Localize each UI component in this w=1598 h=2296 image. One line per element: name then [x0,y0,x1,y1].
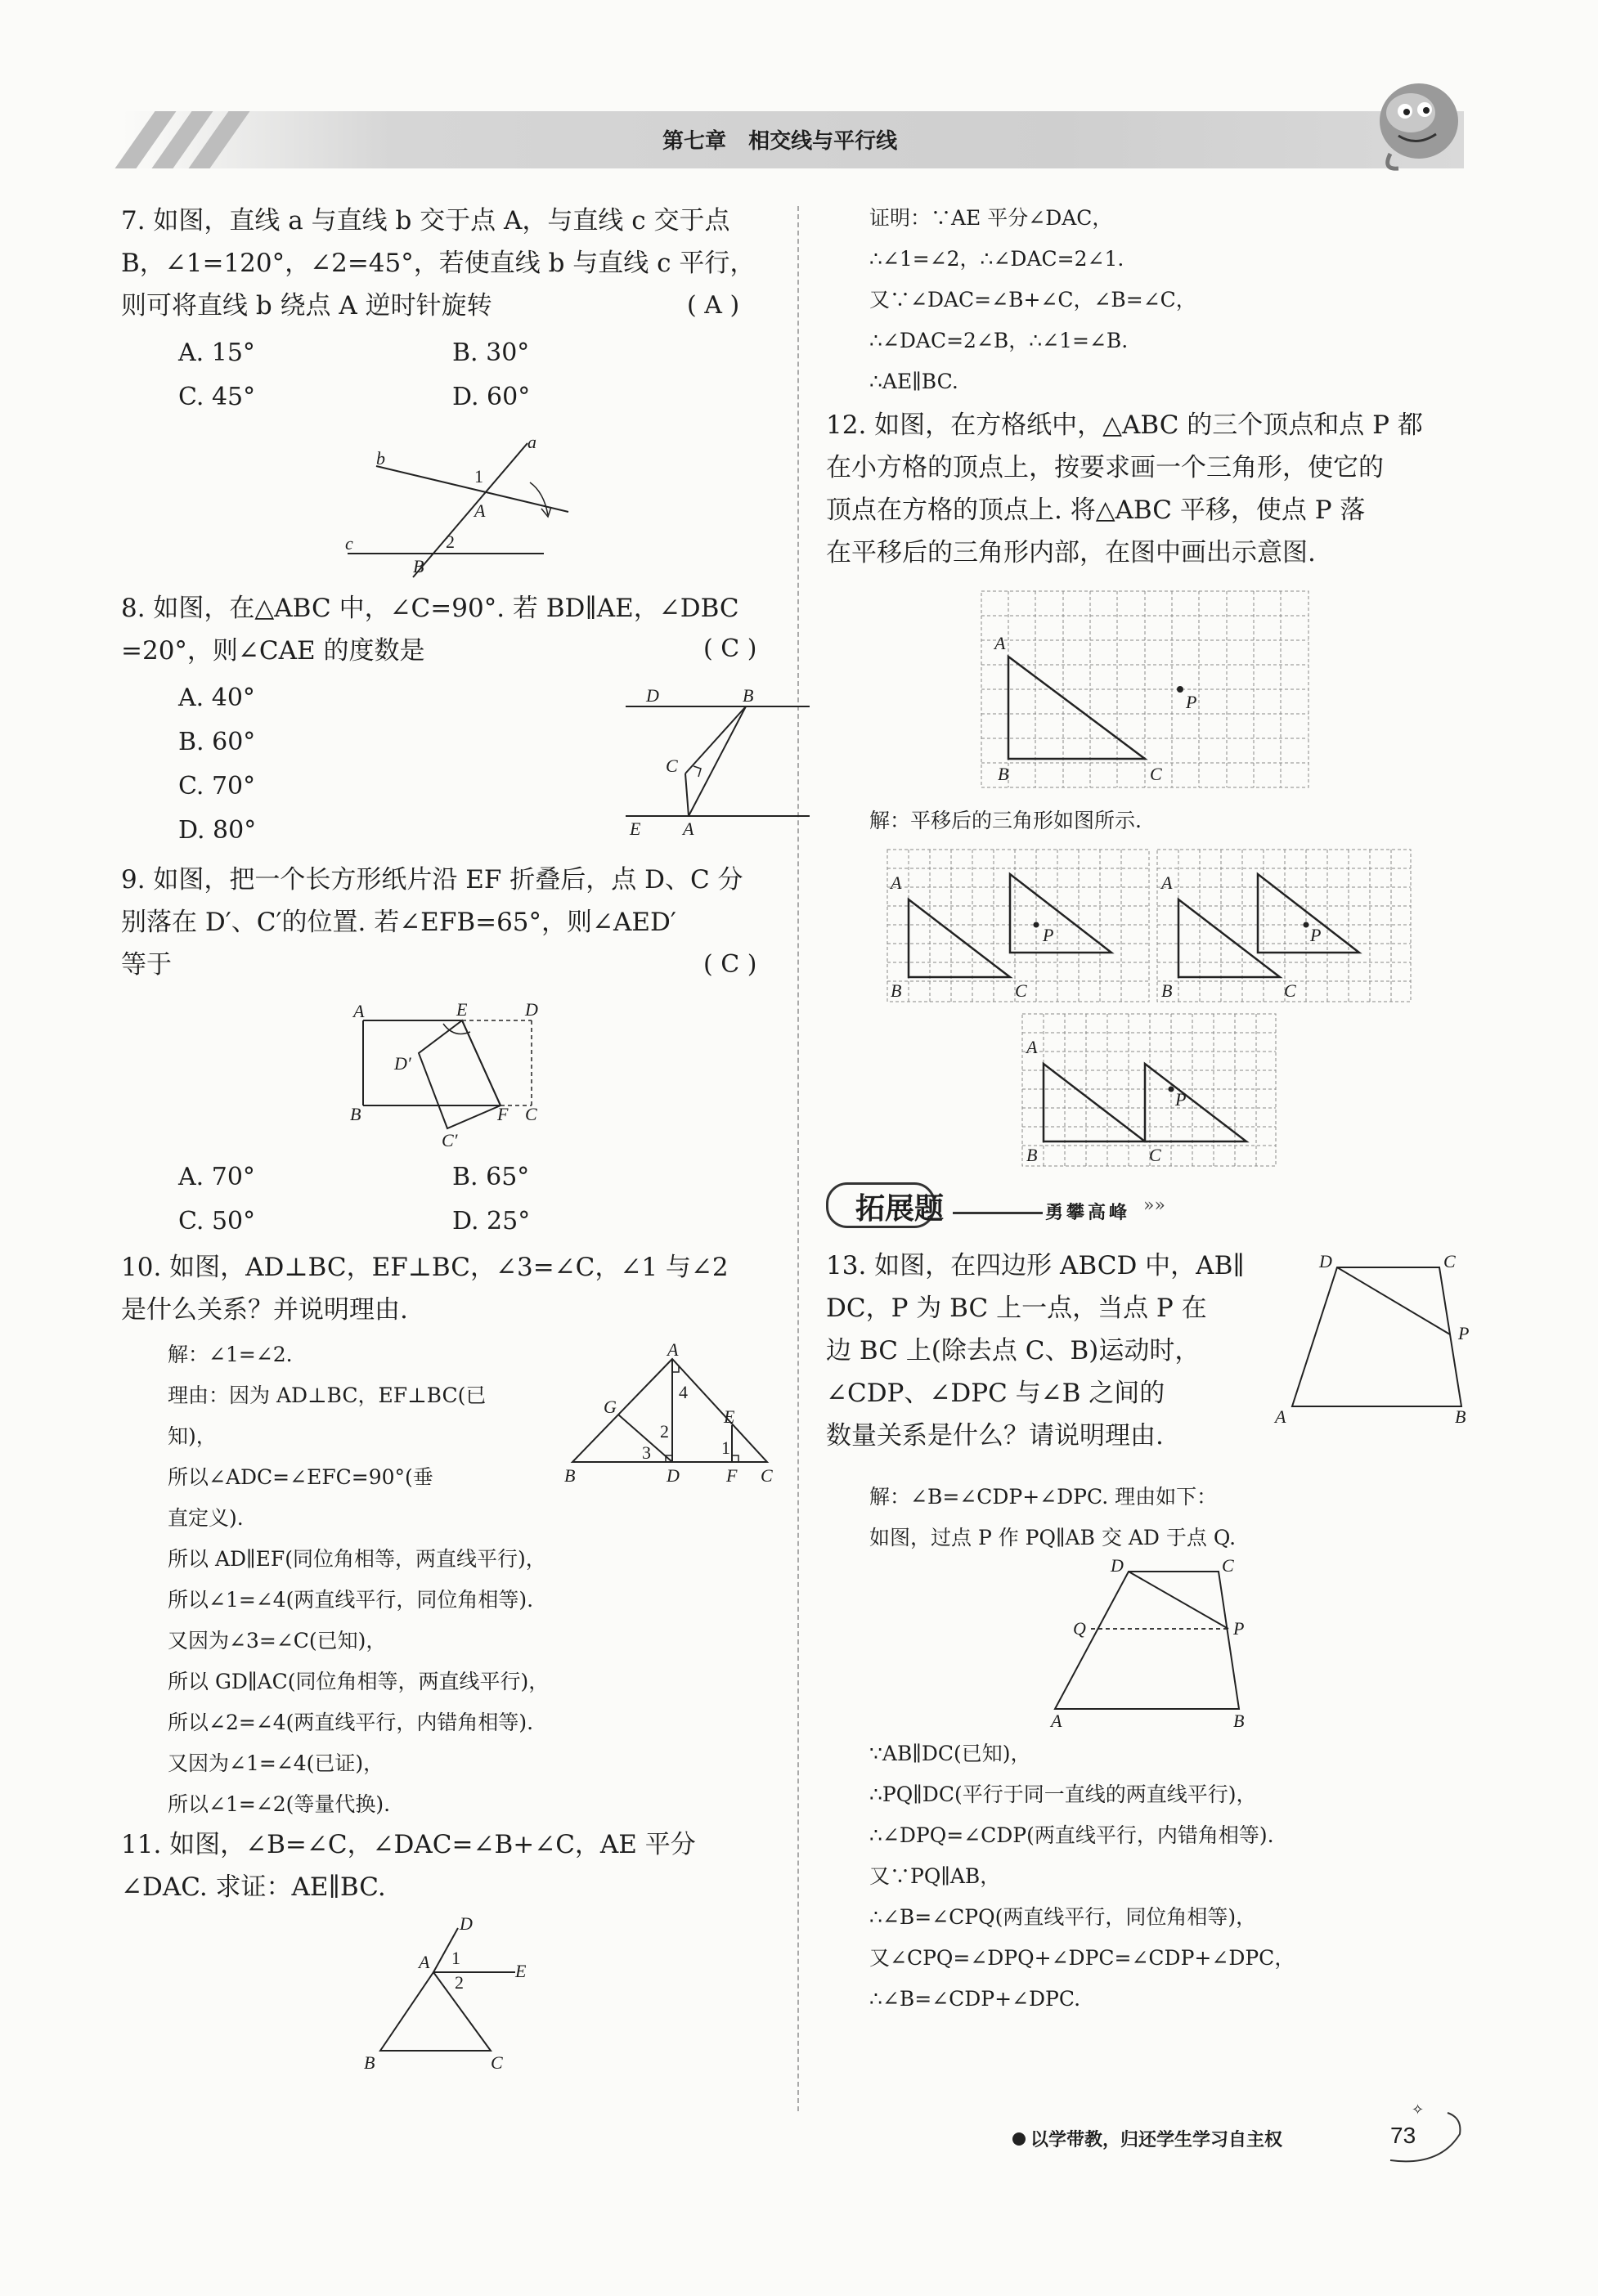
q13-sol-label-Q: Q [1073,1618,1086,1639]
q12-ans3-label-C: C [1149,1145,1161,1165]
q13-line1: 13. 如图，在四边形 ABCD 中，AB∥ [826,1251,1245,1280]
q10-sol-3: 所以∠ADC=∠EFC=90°(垂 [168,1465,433,1489]
q12-ans3-label-P: P [1175,1089,1187,1110]
q13-sol1: 解：∠B=∠CDP+∠DPC. 理由如下： [869,1485,1218,1509]
q13-label-B: B [1455,1406,1466,1427]
q13-proof-3: 又∵PQ∥AB， [869,1864,1001,1888]
svg-text:✧: ✧ [1412,2101,1425,2118]
q7-line3: 则可将直线 b 绕点 A 逆时针旋转 [121,291,492,321]
q7-label-b: b [376,448,385,469]
q13-label-P: P [1458,1323,1470,1343]
q12-label-A: A [994,633,1006,653]
q8-label-A: A [683,818,694,839]
q9-label-A: A [353,1001,365,1021]
q7-angle-2: 2 [446,531,455,552]
q13-sol-label-A: A [1051,1711,1062,1731]
q11-line1: 11. 如图，∠B=∠C，∠DAC=∠B+∠C，AE 平分 [121,1830,696,1859]
q12-ans2-label-A: A [1161,872,1173,893]
q8-option-d: D. 80° [178,816,257,845]
q11-label-D: D [460,1913,473,1934]
q12-ans1-label-B: B [891,980,902,1001]
q10-sol-7: 又因为∠3=∠C(已知)， [168,1629,387,1652]
q12-answer-figure-2 [1153,846,1415,1010]
question-10 [121,1246,775,1331]
q13-sol-label-D: D [1111,1555,1124,1576]
q12-grid-figure [973,587,1333,800]
q10-solution-a [168,1334,585,1539]
question-12 [826,404,1562,574]
q13-proof-5: 又∠CPQ=∠DPQ+∠DPC=∠CDP+∠DPC， [869,1946,1295,1970]
q13-line3: 边 BC 上(除去点 C、B)运动时， [826,1336,1201,1365]
q12-solution: 解：平移后的三角形如图所示. [869,809,1142,832]
q13-figure [1272,1251,1484,1431]
q8-label-B: B [743,685,754,706]
question-9 [121,859,775,986]
q7-label-A: A [474,500,486,521]
q10-sol-2: 知)， [168,1424,217,1448]
q7-option-c: C. 45° [178,383,256,411]
q12-ans2-label-C: C [1284,980,1296,1001]
q7-label-c: c [345,533,353,554]
q13-proof [869,1733,1581,2020]
q13-line2: DC，P 为 BC 上一点，当点 P 在 [826,1294,1207,1323]
q11-proof-1: ∴∠1=∠2，∴∠DAC=2∠1. [869,247,1124,271]
q13-solution-intro [869,1477,1573,1558]
q12-ans3-label-B: B [1026,1145,1038,1165]
q13-proof-2: ∴∠DPQ=∠CDP(两直线平行，内错角相等). [869,1823,1274,1847]
q8-answer: ( C ) [703,635,757,663]
q11-line2: ∠DAC. 求证：AE∥BC. [121,1872,386,1902]
q12-answer-figure-1 [879,846,1157,1010]
q8-line2: =20°，则∠CAE 的度数是 [121,636,425,666]
q8-option-b: B. 60° [178,728,256,756]
q12-line2: 在小方格的顶点上，按要求画一个三角形，使它的 [826,453,1384,482]
q10-label-B: B [564,1465,576,1486]
q7-line2: B，∠1=120°，∠2=45°，若使直线 b 与直线 c 平行， [121,249,756,278]
q12-ans2-label-B: B [1161,980,1173,1001]
q9-label-C: C [525,1104,537,1124]
q10-sol-4: 直定义). [168,1506,244,1530]
q10-sol-0: 解：∠1=∠2. [168,1343,293,1366]
q13-sol-label-B: B [1233,1711,1245,1731]
q9-answer: ( C ) [703,950,757,979]
q8-option-c: C. 70° [178,772,256,800]
q11-angle-2: 2 [455,1972,464,1993]
q9-option-b: B. 65° [452,1163,530,1191]
chevrons-icon: »» [1143,1195,1165,1216]
q11-label-E: E [515,1961,527,1981]
page-number-swoosh [1382,2101,1472,2167]
q7-answer: ( A ) [687,291,740,320]
q12-line3: 顶点在方格的顶点上. 将△ABC 平移，使点 P 落 [826,496,1366,525]
q9-line1: 9. 如图，把一个长方形纸片沿 EF 折叠后，点 D、C 分 [121,865,743,895]
question-7 [121,200,775,327]
footer-motto: 以学带教，归还学生学习自主权 [1030,2129,1283,2150]
q13-proof-4: ∴∠B=∠CPQ(两直线平行，同位角相等)， [869,1905,1257,1929]
q10-sol-8: 所以 GD∥AC(同位角相等，两直线平行)， [168,1670,550,1693]
q10-line1: 10. 如图，AD⊥BC，EF⊥BC，∠3=∠C，∠1 与∠2 [121,1253,729,1282]
q10-angle-2: 2 [660,1421,669,1442]
q9-label-Dprime: D′ [394,1053,411,1074]
q10-label-F: F [726,1465,738,1486]
q10-label-G: G [604,1397,617,1417]
q11-proof-2: 又∵∠DAC=∠B+∠C，∠B=∠C， [869,288,1196,312]
q11-label-A: A [419,1952,430,1972]
q10-sol-9: 所以∠2=∠4(两直线平行，内错角相等). [168,1711,534,1734]
q13-label-D: D [1319,1251,1332,1271]
q11-proof [869,198,1573,402]
q8-label-C: C [666,756,678,776]
chapter-title [662,124,897,155]
q12-line1: 12. 如图，在方格纸中，△ABC 的三个顶点和点 P 都 [826,410,1423,440]
q10-sol-1: 理由：因为 AD⊥BC，EF⊥BC(已 [168,1383,487,1407]
q10-angle-1: 1 [721,1437,730,1458]
q9-option-a: A. 70° [178,1163,255,1191]
page-number: 73 [1390,2123,1416,2148]
q9-label-Cprime: C′ [442,1130,458,1150]
q13-label-C: C [1443,1251,1456,1271]
q9-line2: 别落在 D′、C′的位置. 若∠EFB=65°，则∠AED′ [121,908,676,937]
q10-angle-4: 4 [679,1382,688,1402]
question-13 [826,1244,1284,1457]
q10-figure [564,1341,777,1496]
q9-option-d: D. 25° [452,1207,531,1235]
chapter-name: 相交线与平行线 [748,129,898,154]
q13-line5: 数量关系是什么？请说明理由. [826,1421,1164,1451]
q12-ans2-label-P: P [1310,925,1322,945]
q8-figure [622,684,818,847]
q12-ans1-label-P: P [1043,925,1054,945]
question-11 [121,1823,775,1908]
q7-label-a: a [527,433,536,452]
q10-label-D: D [667,1465,680,1486]
question-8 [121,587,775,672]
q13-proof-0: ∵AB∥DC(已知)， [869,1742,1031,1765]
q8-line1: 8. 如图，在△ABC 中，∠C=90°. 若 BD∥AE，∠DBC [121,594,739,623]
q9-line3: 等于 [121,950,172,980]
q13-line4: ∠CDP、∠DPC 与∠B 之间的 [826,1379,1165,1408]
q13-solution-figure [1039,1554,1268,1733]
q13-proof-6: ∴∠B=∠CDP+∠DPC. [869,1987,1081,2011]
q13-proof-1: ∴PQ∥DC(平行于同一直线的两直线平行)， [869,1783,1257,1806]
section-subtitle: 勇攀高峰 [1045,1202,1131,1223]
q12-ans1-label-C: C [1015,980,1027,1001]
section-expand-header [826,1181,1178,1226]
q9-label-E: E [456,999,468,1020]
q12-ans1-label-A: A [891,872,902,893]
q10-label-A: A [667,1341,679,1360]
q7-option-a: A. 15° [178,339,255,367]
q11-figure [352,1913,548,2077]
q7-option-b: B. 30° [452,339,530,367]
q10-label-C: C [761,1465,773,1486]
q10-sol-10: 又因为∠1=∠4(已证)， [168,1751,384,1775]
q13-label-A: A [1275,1406,1286,1427]
q10-line2: 是什么关系？并说明理由. [121,1295,408,1325]
q9-label-D: D [525,999,538,1020]
q8-label-E: E [630,818,641,839]
chapter-number: 第七章 [662,129,727,154]
q13-sol2: 如图，过点 P 作 PQ∥AB 交 AD 于点 Q. [869,1526,1237,1549]
q8-option-a: A. 40° [178,684,255,712]
q7-angle-1: 1 [474,466,483,487]
q12-line4: 在平移后的三角形内部，在图中画出示意图. [826,538,1316,567]
q7-option-d: D. 60° [452,383,531,411]
q10-sol-6: 所以∠1=∠4(两直线平行，同位角相等). [168,1588,534,1612]
q12-label-C: C [1150,764,1162,784]
q12-answer-figure-3 [1018,1011,1280,1174]
q9-label-B: B [350,1104,361,1124]
q10-sol-11: 所以∠1=∠2(等量代换). [168,1792,391,1816]
footer-bullet-icon [1012,2132,1026,2146]
q11-proof-3: ∴∠DAC=2∠B，∴∠1=∠B. [869,329,1129,352]
q10-angle-3: 3 [642,1442,651,1463]
q7-figure [327,433,572,581]
q7-line1: 7. 如图，直线 a 与直线 b 交于点 A，与直线 c 交于点 [121,206,730,235]
q10-label-E: E [724,1406,735,1427]
q11-angle-1: 1 [451,1948,460,1968]
q9-figure [343,998,556,1153]
q11-label-C: C [491,2052,503,2073]
q13-sol-label-P: P [1233,1618,1245,1639]
q10-solution-b [168,1539,789,1825]
q13-sol-label-C: C [1222,1555,1234,1576]
q12-label-B: B [998,764,1009,784]
q11-proof-4: ∴AE∥BC. [869,370,958,393]
q9-label-F: F [497,1104,509,1124]
q9-option-c: C. 50° [178,1207,256,1235]
q7-label-B: B [413,556,424,576]
section-title: 拓展题 [855,1192,945,1226]
q11-proof-0: 证明：∵AE 平分∠DAC， [869,206,1113,230]
q10-sol-5: 所以 AD∥EF(同位角相等，两直线平行)， [168,1547,546,1571]
column-divider [797,206,799,2111]
q8-label-D: D [646,685,659,706]
mascot-icon [1366,72,1472,178]
q12-ans3-label-A: A [1026,1037,1038,1057]
q12-label-P: P [1186,692,1197,712]
q11-label-B: B [364,2052,375,2073]
